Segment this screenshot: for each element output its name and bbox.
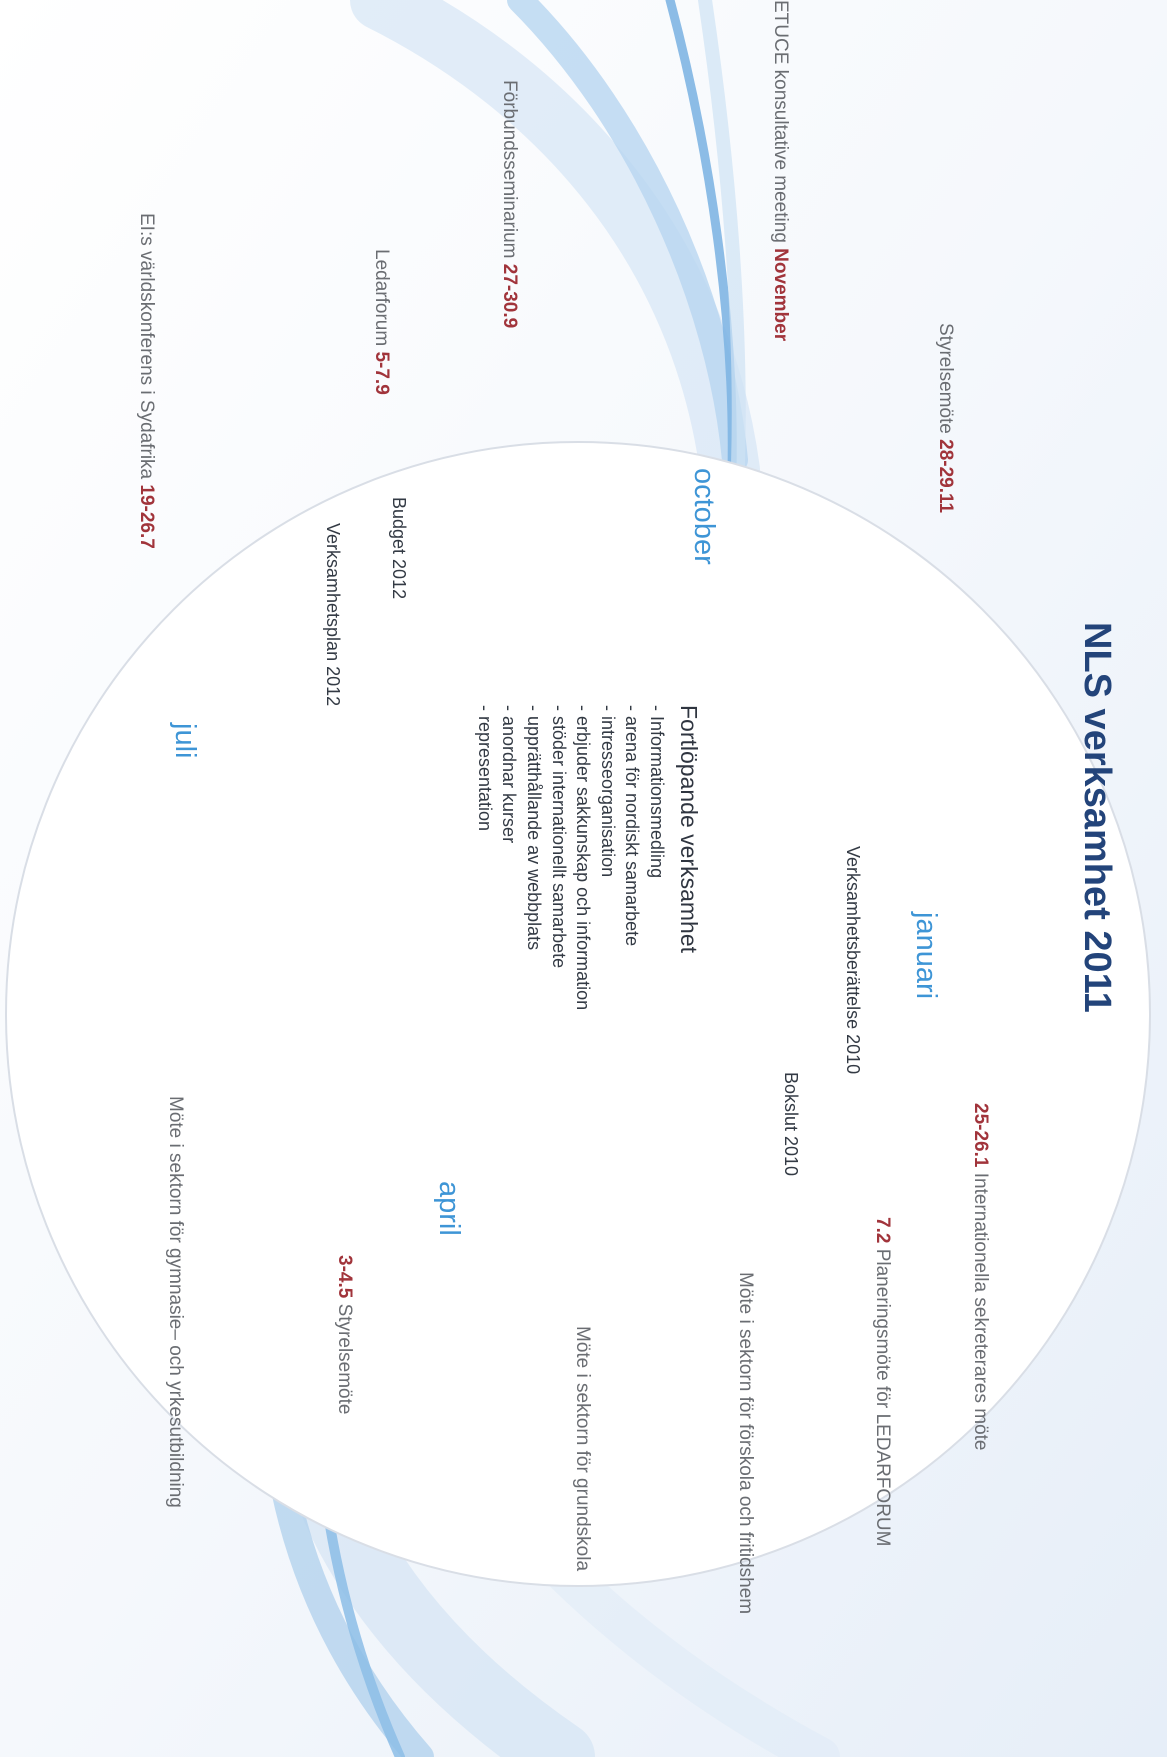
list-item: - erbjuder sakkunskap och information	[573, 705, 594, 1011]
event-date: 28-29.11	[935, 439, 956, 514]
ongoing-heading: Fortlöpande verksamhet	[676, 705, 702, 954]
list-item: - stöder internationellt samarbete	[548, 705, 569, 969]
event-internationella	[971, 1103, 990, 1451]
ongoing-activities	[472, 705, 700, 1010]
event-text: EI:s världskonferens i Sydafrika	[136, 213, 157, 480]
list-item: - intresseorganisation	[597, 705, 618, 878]
event-text: Planeringsmöte för LEDARFORUM	[872, 1248, 893, 1547]
month-label-april: april	[433, 1181, 465, 1236]
event-text: ETUCE konsultative meeting	[770, 0, 791, 243]
event-text: Möte i sektorn för förskola och fritidshem	[735, 1272, 756, 1615]
ongoing-list	[472, 705, 669, 1010]
list-item: - anordnar kurser	[499, 705, 520, 844]
event-styrelse-nov	[936, 323, 955, 513]
list-item: - upprätthållande av webbplats	[524, 705, 545, 951]
event-text: Styrelsemöte	[935, 323, 956, 434]
event-styrelse-maj	[335, 1255, 354, 1414]
event-text: Styrelsemöte	[334, 1303, 355, 1415]
list-item: - arena för nordiskt samarbete	[622, 705, 643, 947]
budget-label: Budget 2012	[389, 497, 409, 600]
event-text: Ledarforum	[371, 249, 392, 347]
event-date: 5-7.9	[371, 351, 392, 395]
event-eis	[137, 213, 156, 549]
event-forbundsseminarium	[500, 80, 519, 328]
event-date: 3-4.5	[334, 1255, 355, 1299]
list-item: - Informationsmedling	[647, 705, 667, 879]
bokslut-label: Bokslut 2010	[781, 1072, 801, 1177]
verksamhetsplan-label: Verksamhetsplan 2012	[323, 523, 343, 707]
page-title: NLS verksamhet 2011	[1076, 622, 1118, 1013]
month-label-october: october	[688, 468, 720, 565]
event-text: Förbundsseminarium	[499, 80, 520, 259]
event-ledarforum	[372, 249, 391, 395]
event-text: Möte i sektorn för gymnasie– och yrkesutbildning	[165, 1096, 186, 1508]
month-label-juli: juli	[169, 723, 201, 759]
event-date: November	[770, 248, 791, 342]
event-planering	[873, 1217, 892, 1546]
event-date: 25-26.1	[970, 1103, 991, 1168]
event-forskola	[736, 1272, 755, 1614]
event-gymnasie	[166, 1096, 185, 1508]
event-date: 27-30.9	[499, 263, 520, 329]
event-grundskola	[573, 1326, 592, 1571]
event-text: Möte i sektorn för grundskola	[572, 1326, 593, 1572]
event-etuce	[771, 0, 790, 341]
event-date: 7.2	[872, 1217, 893, 1244]
verksamhetsberattelse-label: Verksamhetsberättelse 2010	[843, 846, 863, 1075]
month-label-januari: januari	[910, 912, 942, 1000]
list-item: - representation	[474, 705, 495, 832]
event-date: 19-26.7	[136, 484, 157, 549]
event-text: Internationella sekreterares möte	[970, 1172, 991, 1451]
